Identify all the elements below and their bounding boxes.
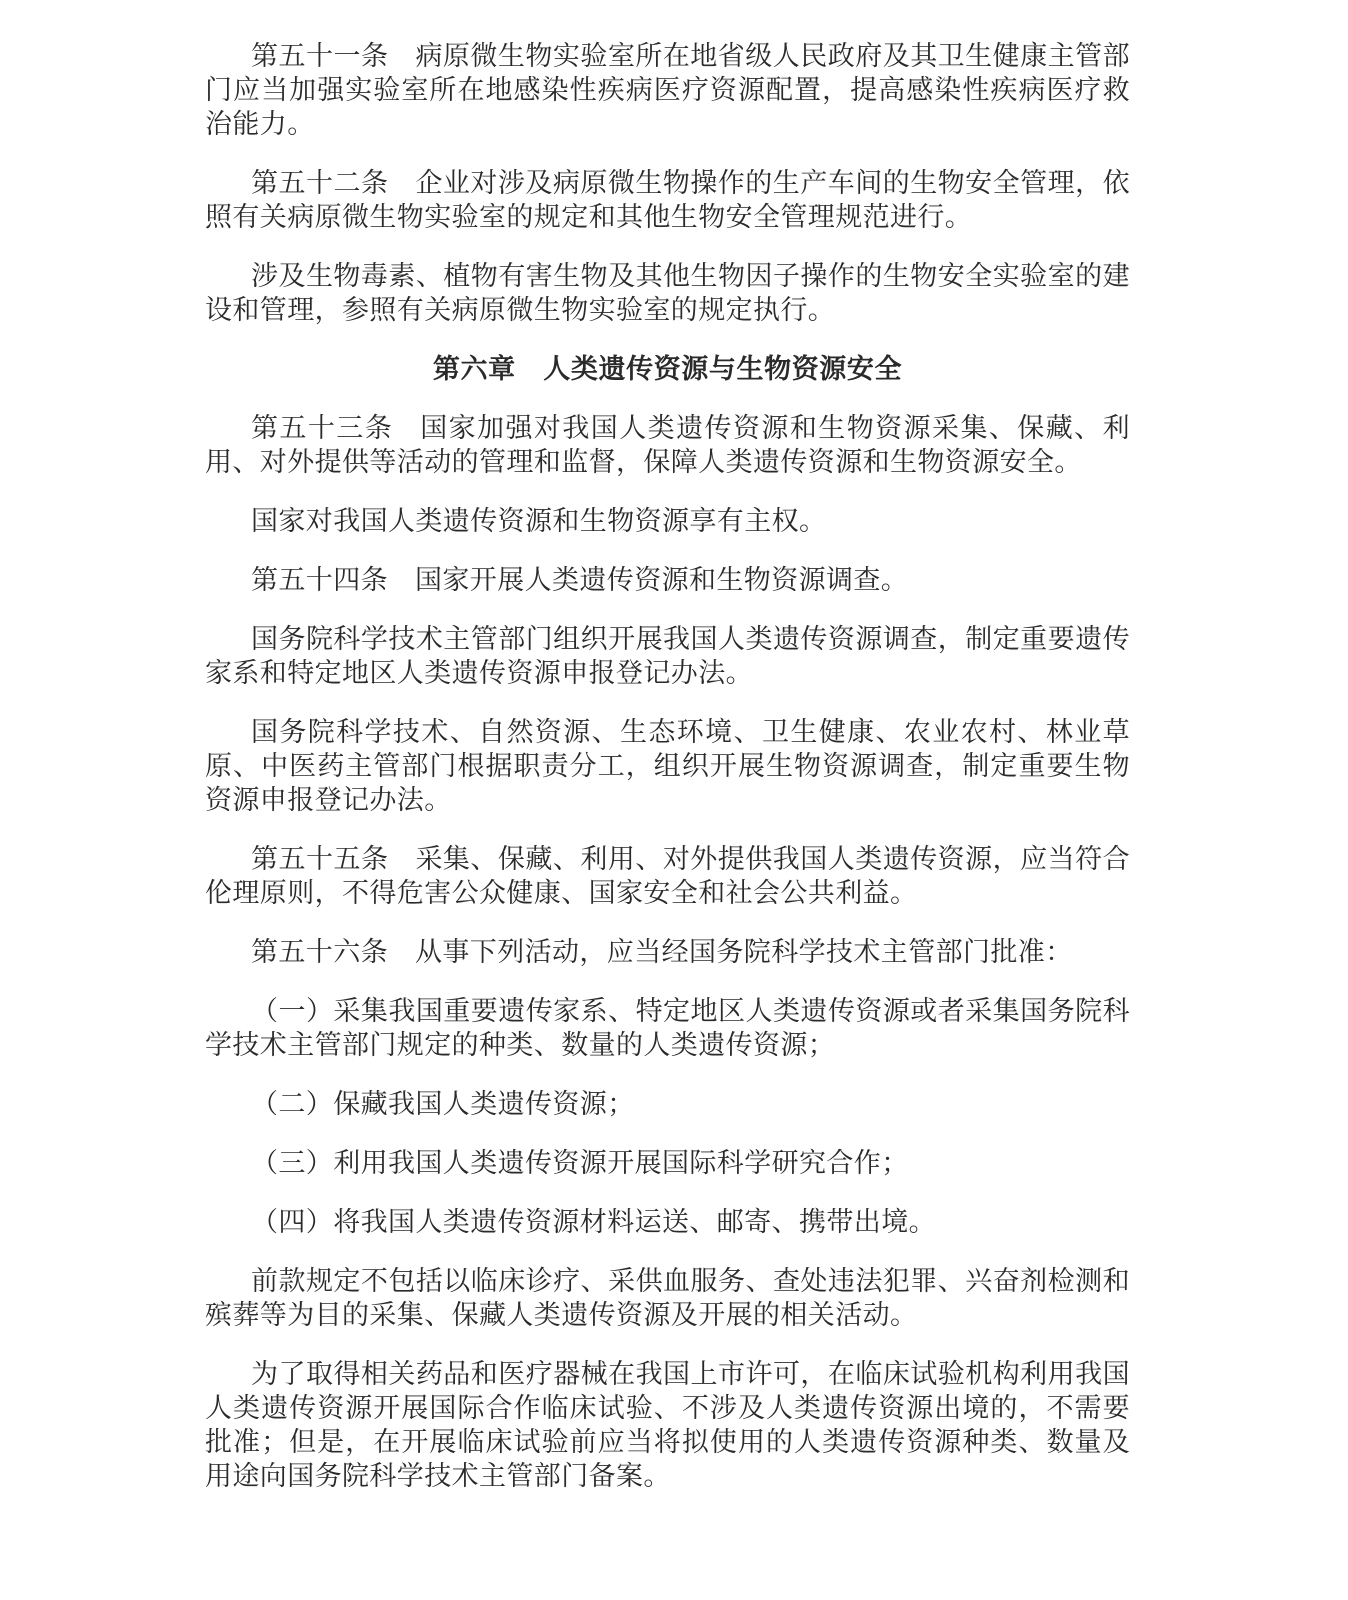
article-text: 国家开展人类遗传资源和生物资源调查。: [415, 565, 909, 596]
paragraph: [205, 716, 1130, 818]
list-item-text: （四）将我国人类遗传资源材料运送、邮寄、携带出境。: [251, 1207, 936, 1238]
article-text: 采集、保藏、利用、对外提供我国人类遗传资源，应当符合伦理原则，不得危害公众健康、国家安全和社会公共利益。: [205, 844, 1130, 909]
list-item-text: （一）采集我国重要遗传家系、特定地区人类遗传资源或者采集国务院科学技术主管部门规定的种类、数量的人类遗传资源；: [205, 996, 1130, 1061]
paragraph-text: 国务院科学技术主管部门组织开展我国人类遗传资源调查，制定重要遗传家系和特定地区人类遗传资源申报登记办法。: [205, 624, 1130, 689]
article-text: 从事下列活动，应当经国务院科学技术主管部门批准：: [415, 937, 1073, 968]
list-item: [205, 1147, 1130, 1181]
article-53: [205, 412, 1130, 480]
article-number: 第五十六条: [251, 937, 388, 968]
article-56: [205, 936, 1130, 970]
article-54: [205, 564, 1130, 598]
article-55: [205, 843, 1130, 911]
list-item-text: （二）保藏我国人类遗传资源；: [251, 1089, 635, 1120]
paragraph: [205, 260, 1130, 328]
document-page: [205, 40, 1130, 1519]
article-number: 第五十一条: [251, 41, 389, 72]
list-item: [205, 995, 1130, 1063]
paragraph-text: 前款规定不包括以临床诊疗、采供血服务、查处违法犯罪、兴奋剂检测和殡葬等为目的采集、保藏人类遗传资源及开展的相关活动。: [205, 1266, 1130, 1331]
article-number: 第五十二条: [251, 168, 389, 199]
list-item-text: （三）利用我国人类遗传资源开展国际科学研究合作；: [251, 1148, 909, 1179]
paragraph-text: 涉及生物毒素、植物有害生物及其他生物因子操作的生物安全实验室的建设和管理，参照有关病原微生物实验室的规定执行。: [205, 261, 1130, 326]
list-item: [205, 1088, 1130, 1122]
paragraph: [205, 505, 1130, 539]
article-number: 第五十四条: [251, 565, 388, 596]
article-number: 第五十三条: [251, 413, 394, 444]
article-number: 第五十五条: [251, 844, 389, 875]
article-text: 病原微生物实验室所在地省级人民政府及其卫生健康主管部门应当加强实验室所在地感染性疾病医疗资源配置，提高感染性疾病医疗救治能力。: [205, 41, 1130, 140]
article-51: [205, 40, 1130, 142]
paragraph: [205, 1265, 1130, 1333]
article-text: 企业对涉及病原微生物操作的生产车间的生物安全管理，依照有关病原微生物实验室的规定和其他生物安全管理规范进行。: [205, 168, 1130, 233]
paragraph-text: 为了取得相关药品和医疗器械在我国上市许可，在临床试验机构利用我国人类遗传资源开展国际合作临床试验、不涉及人类遗传资源出境的，不需要批准；但是，在开展临床试验前应当将拟使用的人类遗传资源种类、数量及用途向国务院科学技术主管部门备案。: [205, 1359, 1130, 1492]
paragraph-text: 国家对我国人类遗传资源和生物资源享有主权。: [251, 506, 827, 537]
article-text: 国家加强对我国人类遗传资源和生物资源采集、保藏、利用、对外提供等活动的管理和监督，保障人类遗传资源和生物资源安全。: [205, 413, 1131, 478]
list-item: [205, 1206, 1130, 1240]
paragraph: [205, 1358, 1130, 1494]
paragraph: [205, 623, 1130, 691]
paragraph-text: 国务院科学技术、自然资源、生态环境、卫生健康、农业农村、林业草原、中医药主管部门根据职责分工，组织开展生物资源调查，制定重要生物资源申报登记办法。: [205, 717, 1130, 816]
chapter-heading: 第六章 人类遗传资源与生物资源安全: [432, 354, 903, 385]
article-52: [205, 167, 1130, 235]
